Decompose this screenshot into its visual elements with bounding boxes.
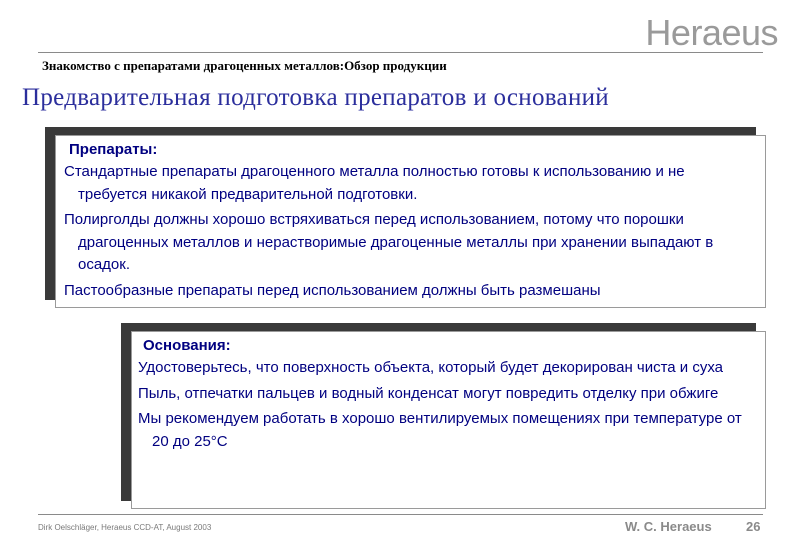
footer-author: Dirk Oelschläger, Heraeus CCD-AT, August 2003 — [38, 523, 212, 532]
preparations-box — [55, 135, 766, 308]
header-divider — [38, 52, 763, 53]
heraeus-logo: Heraeus — [645, 12, 778, 53]
substrates-box — [131, 331, 766, 509]
preparations-heading: Препараты: — [69, 141, 158, 158]
substrates-paragraph: Удостоверьтесь, что поверхность объекта, который будет декорирован чиста и суха — [138, 359, 724, 376]
page-number: 26 — [746, 519, 761, 534]
footer-company: W. C. Heraeus — [625, 519, 712, 534]
preparations-paragraph: Полирголды должны хорошо встряхиваться перед использованием, потому что порошки драгоценных металлов и нерастворимые драгоценные металлы при хранении выпадают в осадок. — [64, 211, 714, 273]
substrates-paragraph: Мы рекомендуем работать в хорошо вентилируемых помещениях при температуре от 20 до 25°С — [138, 410, 742, 450]
substrates-paragraph: Пыль, отпечатки пальцев и водный конденсат могут повредить отделку при обжиге — [138, 384, 719, 402]
preparations-paragraph: Пастообразные препараты перед использованием должны быть размешаны — [64, 281, 601, 299]
slide-subtitle: Знакомство с препаратами драгоценных металлов:Обзор продукции — [42, 58, 447, 73]
footer-divider — [38, 514, 763, 515]
slide-title: Предварительная подготовка препаратов и оснований — [22, 84, 609, 111]
preparations-paragraph: Стандартные препараты драгоценного металла полностью готовы к использованию и не требуется никакой предварительной подготовки. — [64, 163, 685, 203]
substrates-heading: Основания: — [143, 337, 231, 354]
